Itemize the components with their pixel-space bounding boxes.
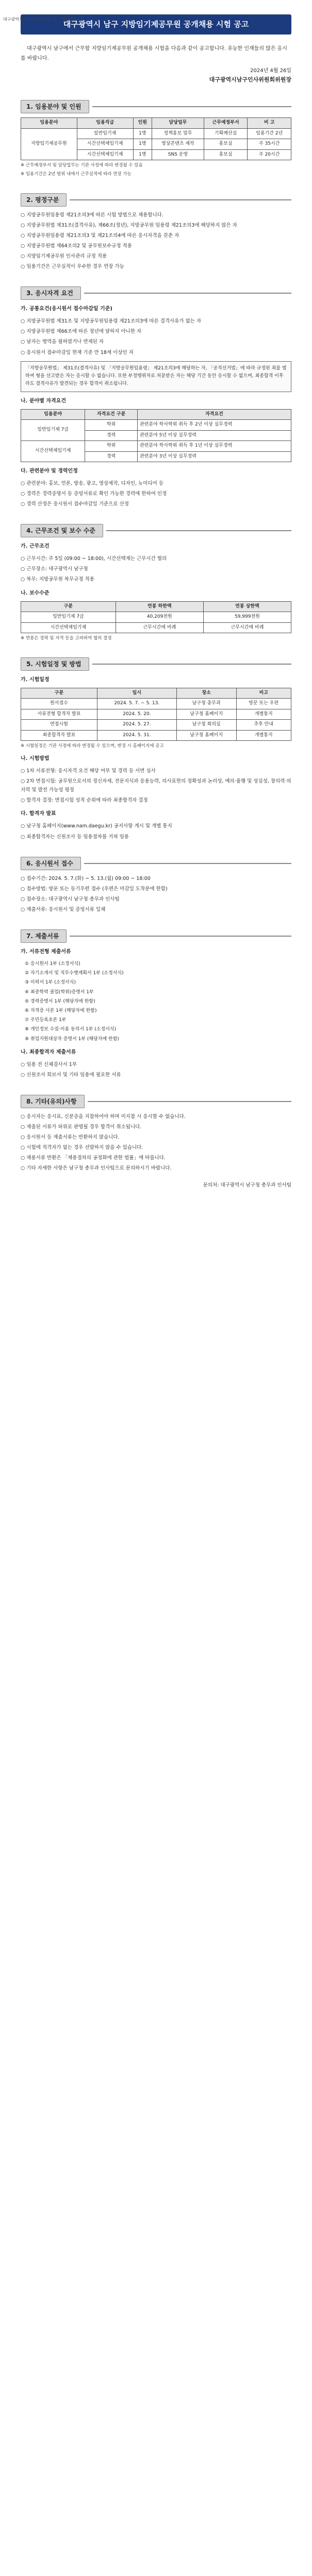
- list-item: ① 응시원서 1부 (소정서식): [25, 961, 80, 967]
- divider: [84, 863, 291, 864]
- table-cell: 시간선택제임기제: [21, 441, 85, 462]
- list-item: ○ 경력은 경력증명서 등 증빙서류로 확인 가능한 경력에 한하여 인정: [21, 491, 167, 497]
- section-title: 4. 근무조건 및 보수 수준: [21, 524, 103, 537]
- list-item: ② 자기소개서 및 직무수행계획서 1부 (소정서식): [25, 971, 124, 976]
- section-title: 5. 시험일정 및 방법: [21, 657, 89, 671]
- section-application: [21, 857, 291, 914]
- list-item: ○ 복무: 지방공무원 복무규정 적용: [21, 577, 94, 583]
- table-cell: 근무시간에 비례: [116, 622, 203, 633]
- list-item: ○ 지방임기제공무원 인사관리 규정 적용: [21, 253, 107, 260]
- table-cell: 학위: [85, 441, 138, 452]
- table-header: 인원: [133, 118, 152, 129]
- divider: [92, 106, 291, 107]
- table-row: [21, 699, 291, 709]
- list-item: ○ 경력 산정은 응시원서 접수마감일 기준으로 산정: [21, 501, 129, 507]
- issuer: 대구광역시남구인사위원회위원장: [209, 76, 291, 83]
- table-header: 자격요건: [137, 409, 291, 420]
- table-cell: 일반임기제 7급: [21, 612, 116, 623]
- list-item: ⑤ 경력증명서 1부 (해당자에 한함): [25, 998, 95, 1004]
- table-header: 연봉 상한액: [203, 601, 291, 612]
- table-cell: 개별통지: [236, 709, 291, 720]
- table-cell: 근무시간에 비례: [203, 622, 291, 633]
- positions-table: [21, 117, 291, 160]
- table-header: 연봉 하한액: [116, 601, 203, 612]
- table-cell: 남구청 총무과: [176, 699, 236, 709]
- contact-info: 문의처: 대구광역시 남구청 총무과 인사팀: [203, 1182, 291, 1189]
- subsection-title: 다. 관련분야 및 경력인정: [21, 468, 78, 474]
- note-text: ※ 근무예정부서 및 담당업무는 기관 사정에 따라 변경될 수 있음: [21, 163, 143, 168]
- list-item: ○ 접수기간: 2024. 5. 7.(화) ~ 5. 13.(월) 09:00 ~ 18:00: [21, 875, 151, 882]
- table-header: 담당업무: [152, 118, 204, 129]
- table-cell: 임용기간 2년: [248, 128, 291, 139]
- section-criteria: [21, 193, 291, 272]
- table-cell: 최종합격자 발표: [21, 730, 97, 741]
- table-cell: 일반임기제 7급: [21, 420, 85, 441]
- subsection-title: 나. 시험방법: [21, 756, 50, 762]
- table-cell: 시간선택제임기제: [77, 149, 133, 160]
- section-conditions: [21, 524, 291, 642]
- table-cell: 2024. 5. 31.: [97, 730, 176, 741]
- table-cell: 관련분야 학사학위 취득 후 1년 이상 실무경력: [137, 441, 291, 452]
- list-item: ○ 신원조사 회보서 및 기타 임용에 필요한 서류: [21, 1072, 121, 1078]
- table-cell: 59,999천원: [203, 612, 291, 623]
- table-row: [21, 720, 291, 731]
- table-cell: 홍보실: [204, 139, 248, 150]
- list-item: ○ 시험에 적격자가 없는 경우 선발하지 않을 수 있습니다.: [21, 1145, 143, 1151]
- list-item: ○ 2차 면접시험: 공무원으로서의 정신자세, 전문지식과 응용능력, 의사표현의 정확성과 논리성, 예의·품행 및 성실성, 창의력·의지력 및 발전 가능성 평정: [21, 778, 291, 793]
- table-header: 구분: [21, 601, 116, 612]
- table-cell: 주 35시간: [248, 139, 291, 150]
- list-item: ○ 근무장소: 대구광역시 남구청: [21, 566, 88, 572]
- pay-table: [21, 601, 291, 634]
- table-cell: 남구청 회의실: [176, 720, 236, 731]
- table-cell: 관련분야 3년 이상 실무경력: [137, 451, 291, 462]
- table-cell: 주 20시간: [248, 149, 291, 160]
- list-item: ⑧ 개인정보 수집·이용 동의서 1부 (소정서식): [25, 1027, 117, 1032]
- divider: [70, 199, 291, 200]
- list-item: ○ 임용기간은 근무실적이 우수한 경우 연장 가능: [21, 264, 124, 270]
- section-schedule: [21, 657, 291, 841]
- list-item: ○ 합격자 결정: 면접시험 성적 순위에 따라 최종합격자 결정: [21, 798, 148, 804]
- section-title: 6. 응시원서 접수: [21, 857, 81, 870]
- table-cell: 시간선택제임기제: [21, 622, 116, 633]
- list-item: ○ 기타 자세한 사항은 남구청 총무과 인사팀으로 문의하시기 바랍니다.: [21, 1165, 172, 1172]
- table-row: [21, 622, 291, 633]
- section-eligibility: [21, 286, 291, 509]
- list-item: ○ 제출된 서류가 허위로 판명될 경우 합격이 취소됩니다.: [21, 1124, 142, 1130]
- subsection-title: 가. 공통요건(응시원서 접수마감일 기준): [21, 306, 112, 312]
- subsection-title: 나. 최종합격자 제출서류: [21, 1049, 76, 1055]
- table-header: 일시: [97, 688, 176, 699]
- table-cell: 면접시험: [21, 720, 97, 731]
- list-item: ○ 남자는 병역을 필하였거나 면제된 자: [21, 339, 104, 345]
- list-item: ○ 응시원서 등 제출서류는 반환하지 않습니다.: [21, 1134, 120, 1141]
- table-cell: 영상콘텐츠 제작: [152, 139, 204, 150]
- list-item: ⑥ 자격증 사본 1부 (해당자에 한함): [25, 1008, 97, 1013]
- table-header: 장소: [176, 688, 236, 699]
- list-item: ④ 최종학력 졸업(학위)증명서 1부: [25, 989, 94, 995]
- table-cell: 1명: [133, 149, 152, 160]
- table-cell: 서류전형 합격자 발표: [21, 709, 97, 720]
- table-cell: 40,209천원: [116, 612, 203, 623]
- list-item: ○ 지방공무원법 제31조(결격사유), 제66조(정년), 지방공무원 임용령 제21조의3에 해당하지 않은 자: [21, 222, 237, 228]
- subsection-title: 가. 근무조건: [21, 544, 50, 550]
- table-cell: 남구청 홈페이지: [176, 730, 236, 741]
- subsection-title: 나. 보수수준: [21, 590, 50, 596]
- list-item: ⑨ 취업지원대상자 증명서 1부 (해당자에 한함): [25, 1036, 119, 1042]
- table-cell: 2024. 5. 20.: [97, 709, 176, 720]
- table-cell: 1명: [133, 139, 152, 150]
- list-item: ○ 제출서류: 응시원서 및 증빙서류 일체: [21, 906, 106, 912]
- document-page: [0, 14, 312, 2576]
- list-item: ○ 지방공무원법 제31조 및 지방공무원임용령 제21조의3에 따른 결격사유가 없는 자: [21, 318, 202, 325]
- note-text: ※ 임용기간은 2년 범위 내에서 근무실적에 따라 연장 가능: [21, 171, 132, 177]
- section-documents: [21, 929, 291, 1079]
- signature-block: [21, 66, 291, 85]
- table-row: [21, 709, 291, 720]
- table-row: [21, 420, 291, 431]
- table-row: [21, 441, 291, 452]
- announce-date: 2024년 4월 26일: [250, 67, 291, 74]
- table-cell: 시간선택제임기제: [77, 139, 133, 150]
- table-cell: 관련분야 5년 이상 실무경력: [137, 430, 291, 441]
- section-notes: [21, 1095, 291, 1190]
- table-header: 근무예정부서: [204, 118, 248, 129]
- table-cell: 1명: [133, 128, 152, 139]
- table-cell: 기획예산실: [204, 128, 248, 139]
- table-cell: 경력: [85, 430, 138, 441]
- table-cell: 지방임기제공무원: [21, 128, 77, 160]
- list-item: ○ 접수장소: 대구광역시 남구청 총무과 인사팀: [21, 896, 120, 902]
- table-row: [21, 128, 291, 139]
- section-title: 1. 임용분야 및 인원: [21, 100, 89, 113]
- table-cell: 홍보실: [204, 149, 248, 160]
- subsection-title: 나. 분야별 자격요건: [21, 398, 67, 404]
- table-cell: 남구청 홈페이지: [176, 709, 236, 720]
- list-item: ○ 남구청 홈페이지(www.nam.daegu.kr) 공지사항 게시 및 개별 통지: [21, 823, 172, 829]
- intro-text: 대구광역시 남구에서 근무할 지방임기제공무원 공개채용 시험을 다음과 같이 공고합니다. 유능한 인재들의 많은 응시를 바랍니다.: [21, 45, 288, 61]
- note-text: ※ 연봉은 경력 및 자격 등을 고려하여 협의 결정: [21, 636, 112, 641]
- list-item: ○ 접수방법: 방문 또는 등기우편 접수 (우편은 마감일 도착분에 한함): [21, 886, 168, 892]
- table-cell: 원서접수: [21, 699, 97, 709]
- list-item: ○ 1차 서류전형: 응시자격 요건 해당 여부 및 경력 등 서면 심사: [21, 768, 156, 774]
- list-item: ○ 지방공무원법 제66조에 따른 정년에 달하지 아니한 자: [21, 329, 142, 335]
- divider: [106, 530, 291, 531]
- table-cell: 2024. 5. 27.: [97, 720, 176, 731]
- list-item: ○ 채용서류 반환은 「채용절차의 공정화에 관한 법률」에 따릅니다.: [21, 1155, 166, 1161]
- divider: [84, 293, 291, 294]
- section-title: 3. 응시자격 요건: [21, 286, 81, 300]
- list-item: ○ 관련분야: 홍보, 언론, 방송, 광고, 영상제작, 디자인, 뉴미디어 등: [21, 481, 164, 487]
- note-text: ※ 시험일정은 기관 사정에 따라 변경될 수 있으며, 변경 시 홈페이지에 공고: [21, 743, 164, 749]
- table-cell: 학위: [85, 420, 138, 431]
- notice-box: 「지방공무원법」 제31조(결격사유) 및 「지방공무원임용령」 제21조의3에 해당하는 자, 「공직선거법」에 따라 규정된 죄를 범하여 형을 선고받은 자는 응시할 수 없습니다. 또한 부정행위자로 처분받은 자는 해당 기간 동안 응시할 수 없으며, 최종합격 이후라도 결격사유가 발견되는 경우 합격이 취소됩니다.: [21, 361, 291, 392]
- table-row: [21, 730, 291, 741]
- table-cell: SNS 운영: [152, 149, 204, 160]
- table-cell: 일반임기제: [77, 128, 133, 139]
- section-title: 8. 기타(유의)사항: [21, 1095, 85, 1108]
- list-item: ○ 응시원서 접수마감일 현재 기준 만 18세 이상인 자: [21, 349, 134, 355]
- list-item: ⑦ 주민등록초본 1부: [25, 1018, 67, 1023]
- divider: [70, 936, 291, 937]
- table-cell: 방문 또는 우편: [236, 699, 291, 709]
- list-item: ○ 지방공무원법 제64조의2 및 공무원보수규정 적용: [21, 243, 132, 249]
- page-title: 대구광역시 남구 지방임기제공무원 공개채용 시험 공고: [21, 14, 291, 35]
- requirements-table: [21, 409, 291, 463]
- table-header: 자격요건 구분: [85, 409, 138, 420]
- list-item: ○ 최종합격자는 신원조사 등 임용절차를 거쳐 임용: [21, 834, 129, 840]
- table-cell: 추후 안내: [236, 720, 291, 731]
- table-header: 구분: [21, 688, 97, 699]
- document-header: 대구광역시남구인사위원회 공고 제2024 - 호: [3, 17, 85, 22]
- divider: [88, 1101, 291, 1102]
- section-title: 2. 평정구분: [21, 193, 67, 207]
- divider: [92, 664, 291, 665]
- table-cell: 개별통지: [236, 730, 291, 741]
- table-header: 비 고: [248, 118, 291, 129]
- list-item: ○ 지방공무원임용령 제21조의3에 따른 시험 방법으로 채용합니다.: [21, 212, 163, 218]
- table-header: 임용직급: [77, 118, 133, 129]
- table-header: 임용분야: [21, 409, 85, 420]
- table-cell: 2024. 5. 7. ~ 5. 13.: [97, 699, 176, 709]
- subsection-title: 다. 합격자 발표: [21, 811, 56, 817]
- schedule-table: [21, 688, 291, 741]
- table-cell: 경력: [85, 451, 138, 462]
- section-positions: [21, 100, 291, 178]
- section-title: 7. 제출서류: [21, 929, 67, 943]
- subsection-title: 가. 시험일정: [21, 676, 50, 683]
- list-item: ○ 근무시간: 주 5일 (09:00 ~ 18:00), 시간선택제는 근무시간 협의: [21, 556, 167, 562]
- table-cell: 정책홍보 업무: [152, 128, 204, 139]
- table-cell: 관련분야 학사학위 취득 후 2년 이상 실무경력: [137, 420, 291, 431]
- table-header: 임용분야: [21, 118, 77, 129]
- table-row: [21, 612, 291, 623]
- subsection-title: 가. 서류전형 제출서류: [21, 949, 71, 955]
- list-item: ③ 이력서 1부 (소정서식): [25, 980, 76, 986]
- table-header: 비고: [236, 688, 291, 699]
- list-item: ○ 응시자는 응시표, 신분증을 지참하여야 하며 미지참 시 응시할 수 없습니다.: [21, 1113, 186, 1120]
- list-item: ○ 지방공무원임용령 제21조의3 및 제21조의4에 따른 응시자격을 갖춘 자: [21, 232, 179, 239]
- list-item: ○ 임용 전 신체검사서 1부: [21, 1061, 77, 1067]
